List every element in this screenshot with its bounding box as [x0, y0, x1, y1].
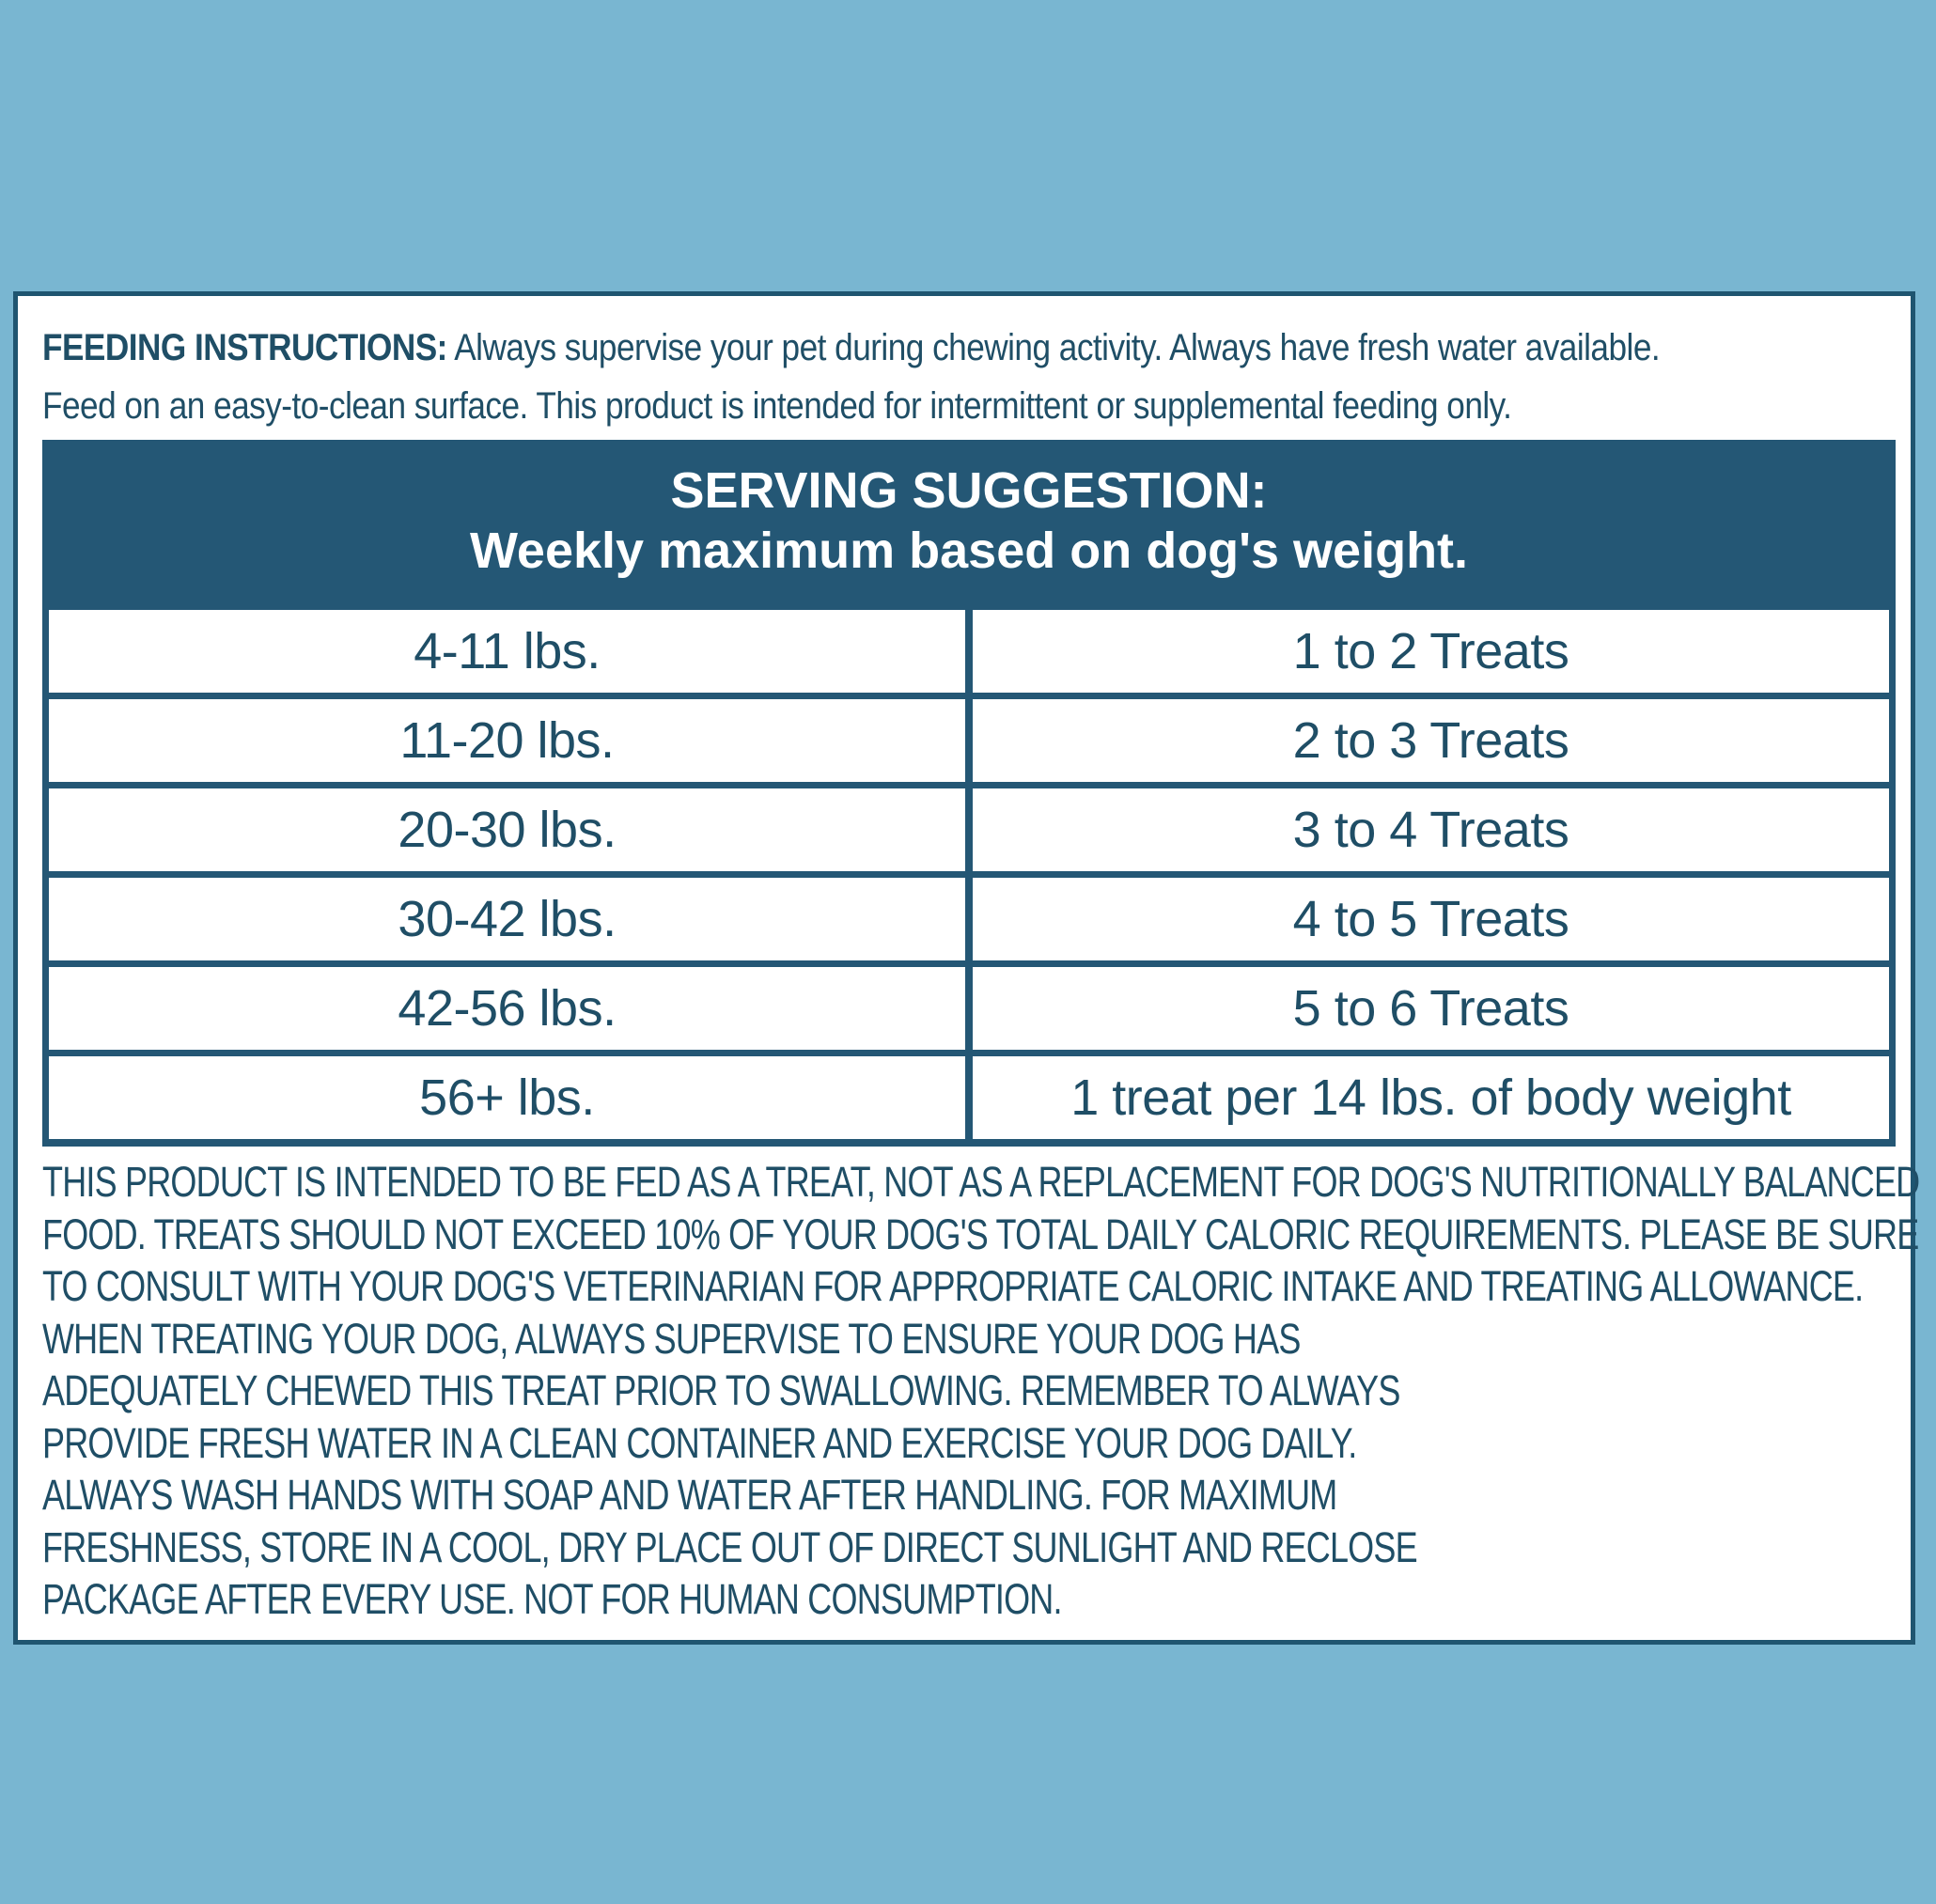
weight-cell: 20-30 lbs.: [49, 788, 965, 871]
disclaimer-line: ADEQUATELY CHEWED THIS TREAT PRIOR TO SWALLOWING. REMEMBER TO ALWAYS: [42, 1366, 1400, 1414]
amount-cell: 1 treat per 14 lbs. of body weight: [973, 1056, 1889, 1139]
serving-grid: [49, 610, 1889, 1139]
amount-cell: 1 to 2 Treats: [973, 610, 1889, 693]
feeding-line-1: [42, 319, 1663, 377]
weight-cell: 4-11 lbs.: [49, 610, 965, 693]
disclaimer-line: ALWAYS WASH HANDS WITH SOAP AND WATER AFTER HANDLING. FOR MAXIMUM: [42, 1471, 1337, 1519]
disclaimer-line: PROVIDE FRESH WATER IN A CLEAN CONTAINER AND EXERCISE YOUR DOG DAILY.: [42, 1418, 1357, 1467]
feeding-heading: FEEDING INSTRUCTIONS:: [42, 327, 447, 368]
disclaimer-line: FRESHNESS, STORE IN A COOL, DRY PLACE OUT OF DIRECT SUNLIGHT AND RECLOSE: [42, 1522, 1417, 1571]
disclaimer-line: THIS PRODUCT IS INTENDED TO BE FED AS A TREAT, NOT AS A REPLACEMENT FOR DOG'S NUTRITIONALLY BALANCED: [42, 1158, 1920, 1206]
feeding-text-2: Feed on an easy-to-clean surface. This product is intended for intermittent or supplemental feeding only.: [42, 385, 1512, 427]
amount-cell: 3 to 4 Treats: [973, 788, 1889, 871]
serving-header: [42, 460, 1896, 581]
serving-title: SERVING SUGGESTION:: [670, 462, 1268, 519]
weight-cell: 11-20 lbs.: [49, 699, 965, 782]
weight-cell: 42-56 lbs.: [49, 967, 965, 1050]
amount-cell: 4 to 5 Treats: [973, 878, 1889, 960]
weight-cell: 56+ lbs.: [49, 1056, 965, 1139]
label-panel: [13, 291, 1920, 1645]
serving-suggestion-table: [42, 440, 1896, 1147]
disclaimer-text: [42, 1156, 1920, 1626]
amount-cell: 2 to 3 Treats: [973, 699, 1889, 782]
disclaimer-line: PACKAGE AFTER EVERY USE. NOT FOR HUMAN CONSUMPTION.: [42, 1575, 1062, 1623]
serving-subtitle: Weekly maximum based on dog's weight.: [469, 523, 1469, 579]
disclaimer-line: TO CONSULT WITH YOUR DOG'S VETERINARIAN FOR APPROPRIATE CALORIC INTAKE AND TREATING ALLOWANCE.: [42, 1262, 1864, 1310]
feeding-instructions: [42, 319, 1663, 435]
disclaimer-line: FOOD. TREATS SHOULD NOT EXCEED 10% OF YOUR DOG'S TOTAL DAILY CALORIC REQUIREMENTS. PLEASE BE SURE: [42, 1210, 1919, 1258]
disclaimer-line: WHEN TREATING YOUR DOG, ALWAYS SUPERVISE TO ENSURE YOUR DOG HAS: [42, 1314, 1301, 1363]
amount-cell: 5 to 6 Treats: [973, 967, 1889, 1050]
weight-cell: 30-42 lbs.: [49, 878, 965, 960]
feeding-text-1: Always supervise your pet during chewing activity. Always have fresh water available.: [454, 327, 1661, 368]
